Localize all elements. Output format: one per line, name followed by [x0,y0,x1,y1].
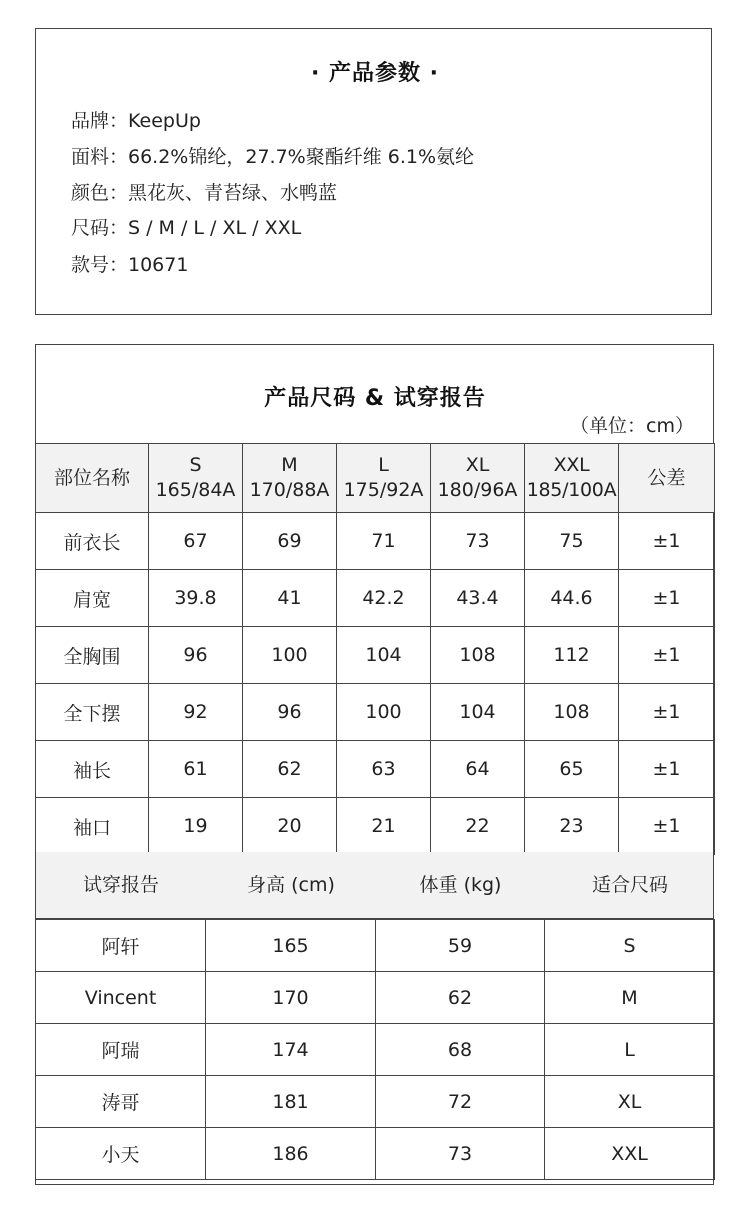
table-cell: 108 [525,684,619,741]
size-header-cell: S 165/84A [149,444,243,513]
fit-header-tester: 试穿报告 [82,874,159,896]
table-cell: 63 [337,741,431,798]
table-cell: 21 [337,798,431,855]
table-cell: 19 [149,798,243,855]
table-cell: 108 [431,627,525,684]
table-cell: 100 [243,627,337,684]
table-cell: ±1 [619,798,715,855]
table-cell: 92 [149,684,243,741]
fit-report-table [35,919,715,1180]
table-cell: 20 [243,798,337,855]
table-cell: 69 [243,513,337,570]
table-cell: 64 [431,741,525,798]
param-size: 尺码：S / M / L / XL / XXL [71,217,302,239]
table-cell: 186 [206,1128,376,1180]
table-cell: 170 [206,972,376,1024]
size-header-cell: 部位名称 [36,444,149,513]
table-cell: 100 [337,684,431,741]
table-cell: 75 [525,513,619,570]
table-cell: 43.4 [431,570,525,627]
fit-report-header [35,852,714,919]
table-cell: 62 [376,972,545,1024]
param-fabric: 面料：66.2%锦纶，27.7%聚酯纤维 6.1%氨纶 [71,146,475,168]
table-row [36,1128,715,1180]
table-cell: 104 [337,627,431,684]
size-header-cell: XL 180/96A [431,444,525,513]
table-row [36,570,715,627]
size-chart-unit: （单位：cm） [570,415,694,437]
table-row [36,741,715,798]
table-row [36,627,715,684]
param-brand: 品牌：KeepUp [71,110,201,132]
table-row [36,684,715,741]
size-chart-title: 产品尺码 & 试穿报告 [264,386,486,411]
table-cell: 174 [206,1024,376,1076]
table-cell: 阿瑞 [36,1024,206,1076]
size-header-cell: 公差 [619,444,715,513]
table-cell: 22 [431,798,525,855]
table-cell: 72 [376,1076,545,1128]
table-cell: ±1 [619,741,715,798]
table-cell: 前衣长 [36,513,149,570]
table-cell: XXL [545,1128,715,1180]
table-cell: 96 [243,684,337,741]
table-cell: L [545,1024,715,1076]
table-cell: 袖口 [36,798,149,855]
table-row [36,1024,715,1076]
fit-header-weight: 体重 (kg) [419,874,502,896]
table-cell: 小天 [36,1128,206,1180]
size-table-header-row [36,444,715,513]
table-cell: 104 [431,684,525,741]
table-cell: 41 [243,570,337,627]
table-cell: 肩宽 [36,570,149,627]
table-cell: 65 [525,741,619,798]
table-cell: 112 [525,627,619,684]
table-cell: 73 [431,513,525,570]
table-row [36,972,715,1024]
table-cell: 袖长 [36,741,149,798]
param-color: 颜色：黑花灰、青苔绿、水鸭蓝 [71,182,338,204]
table-row [36,513,715,570]
table-cell: M [545,972,715,1024]
table-cell: 165 [206,920,376,972]
table-cell: 全胸围 [36,627,149,684]
fit-header-size: 适合尺码 [591,874,668,896]
table-row [36,798,715,855]
table-cell: ±1 [619,627,715,684]
table-cell: 68 [376,1024,545,1076]
table-cell: 61 [149,741,243,798]
table-cell: 59 [376,920,545,972]
table-row [36,1076,715,1128]
table-cell: 44.6 [525,570,619,627]
table-cell: 96 [149,627,243,684]
table-cell: 62 [243,741,337,798]
params-title: · 产品参数 · [310,61,440,86]
table-cell: XL [545,1076,715,1128]
table-cell: 181 [206,1076,376,1128]
size-header-cell: M 170/88A [243,444,337,513]
table-cell: S [545,920,715,972]
table-row [36,920,715,972]
size-header-cell: XXL 185/100A [525,444,619,513]
fit-header-height: 身高 (cm) [247,874,335,896]
table-cell: 73 [376,1128,545,1180]
table-cell: 42.2 [337,570,431,627]
table-cell: 涛哥 [36,1076,206,1128]
table-cell: ±1 [619,684,715,741]
table-cell: 67 [149,513,243,570]
table-cell: ±1 [619,570,715,627]
table-cell: ±1 [619,513,715,570]
table-cell: 阿轩 [36,920,206,972]
table-cell: 全下摆 [36,684,149,741]
size-table [35,443,715,855]
table-cell: 23 [525,798,619,855]
table-cell: 71 [337,513,431,570]
table-cell: 39.8 [149,570,243,627]
param-style-number: 款号：10671 [71,254,189,276]
size-header-cell: L 175/92A [337,444,431,513]
table-cell: Vincent [36,972,206,1024]
